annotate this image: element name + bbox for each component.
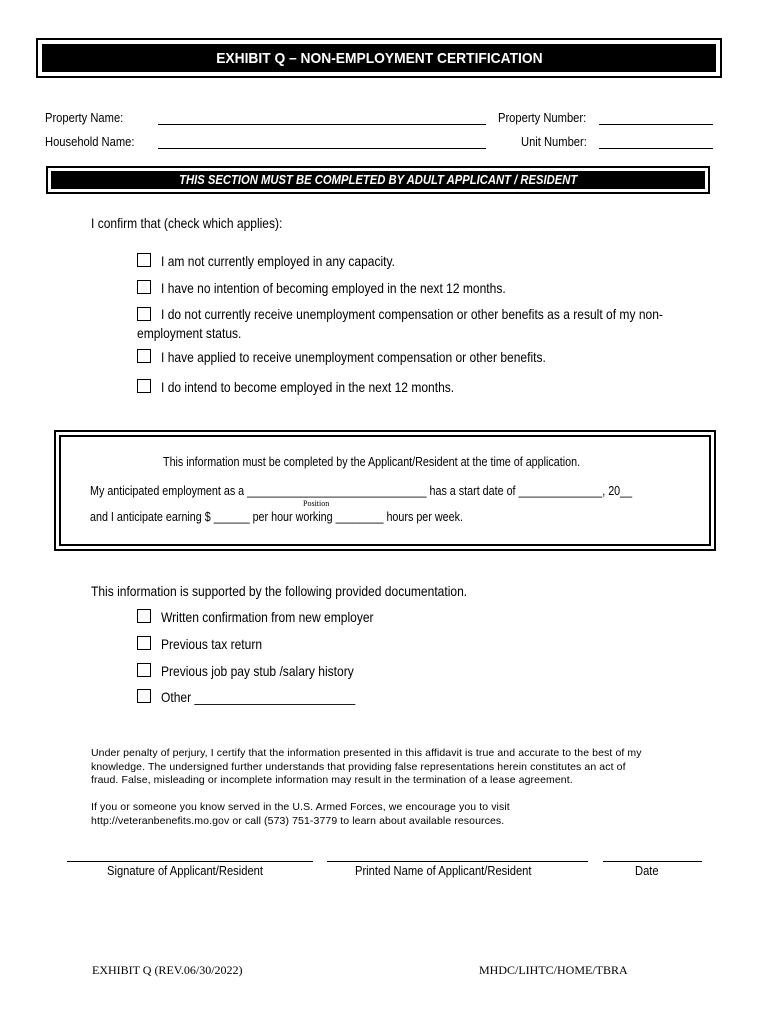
info-heading: This information must be completed by the Applicant/Resident at the time of application. <box>163 455 581 469</box>
option-tax-return: Previous tax return <box>161 636 263 652</box>
option-other: Other ________________________ <box>161 689 356 705</box>
option-applied-compensation: I have applied to receive unemployment compensation or other benefits. <box>161 349 546 365</box>
option-not-employed: I am not currently employed in any capacity. <box>161 253 396 269</box>
property-name-label: Property Name: <box>45 110 124 125</box>
household-name-label: Household Name: <box>45 134 135 149</box>
signature-line[interactable] <box>67 861 313 862</box>
checkbox-intend-employed[interactable] <box>137 379 151 393</box>
checkbox-pay-stub[interactable] <box>137 663 151 677</box>
checkbox-applied-compensation[interactable] <box>137 349 151 363</box>
veteran-notice <box>91 801 510 828</box>
checkbox-no-compensation[interactable] <box>137 307 151 321</box>
veteran-line-1: If you or someone you know served in the U.S. Armed Forces, we encourage you to visit <box>91 801 510 813</box>
property-name-field[interactable] <box>158 124 486 125</box>
footer-program: MHDC/LIHTC/HOME/TBRA <box>479 963 628 977</box>
checkbox-written-confirmation[interactable] <box>137 609 151 623</box>
property-number-field[interactable] <box>599 124 713 125</box>
perjury-statement <box>91 747 642 788</box>
option-no-compensation-cont: employment status. <box>137 325 242 341</box>
checkbox-other[interactable] <box>137 689 151 703</box>
printed-name-label: Printed Name of Applicant/Resident <box>355 863 532 878</box>
page-title: EXHIBIT Q – NON-EMPLOYMENT CERTIFICATION <box>215 49 543 67</box>
checkbox-no-intention[interactable] <box>137 280 151 294</box>
option-intend-employed: I do intend to become employed in the next 12 months. <box>161 379 455 395</box>
documentation-prompt: This information is supported by the following provided documentation. <box>91 583 468 599</box>
anticipated-employment-line[interactable]: My anticipated employment as a ______________________________ has a start date of ______________, 20__ <box>90 484 633 498</box>
date-line[interactable] <box>603 861 702 862</box>
household-name-field[interactable] <box>158 148 486 149</box>
option-written-confirmation: Written confirmation from new employer <box>161 609 374 625</box>
printed-name-line[interactable] <box>327 861 588 862</box>
option-no-intention: I have no intention of becoming employed in the next 12 months. <box>161 280 506 296</box>
footer-revision: EXHIBIT Q (REV.06/30/2022) <box>92 963 243 977</box>
property-number-label: Property Number: <box>498 110 587 125</box>
checkbox-tax-return[interactable] <box>137 636 151 650</box>
title-banner <box>36 38 722 78</box>
confirm-prompt: I confirm that (check which applies): <box>91 215 283 231</box>
unit-number-label: Unit Number: <box>521 134 587 149</box>
position-caption: Position <box>303 499 330 508</box>
unit-number-field[interactable] <box>599 148 713 149</box>
veteran-line-2: http://veteranbenefits.mo.gov or call (573) 751-3779 to learn about available resources. <box>91 814 505 827</box>
section-banner <box>46 166 710 194</box>
date-label: Date <box>635 863 659 878</box>
option-pay-stub: Previous job pay stub /salary history <box>161 663 354 679</box>
section-banner-text: THIS SECTION MUST BE COMPLETED BY ADULT APPLICANT / RESIDENT <box>178 173 578 187</box>
perjury-line-2: knowledge. The undersigned further understands that providing false representations herein constitutes an act of <box>91 760 626 773</box>
option-no-compensation: I do not currently receive unemployment compensation or other benefits as a result of my non- <box>161 306 663 322</box>
perjury-line-1: Under penalty of perjury, I certify that the information presented in this affidavit is true and accurate to the best of my <box>91 747 642 759</box>
checkbox-not-employed[interactable] <box>137 253 151 267</box>
signature-label: Signature of Applicant/Resident <box>107 863 264 878</box>
perjury-line-3: fraud. False, misleading or incomplete information may result in the termination of a lease agreement. <box>91 774 573 786</box>
anticipated-earnings-line[interactable]: and I anticipate earning $ ______ per hour working ________ hours per week. <box>90 510 463 524</box>
